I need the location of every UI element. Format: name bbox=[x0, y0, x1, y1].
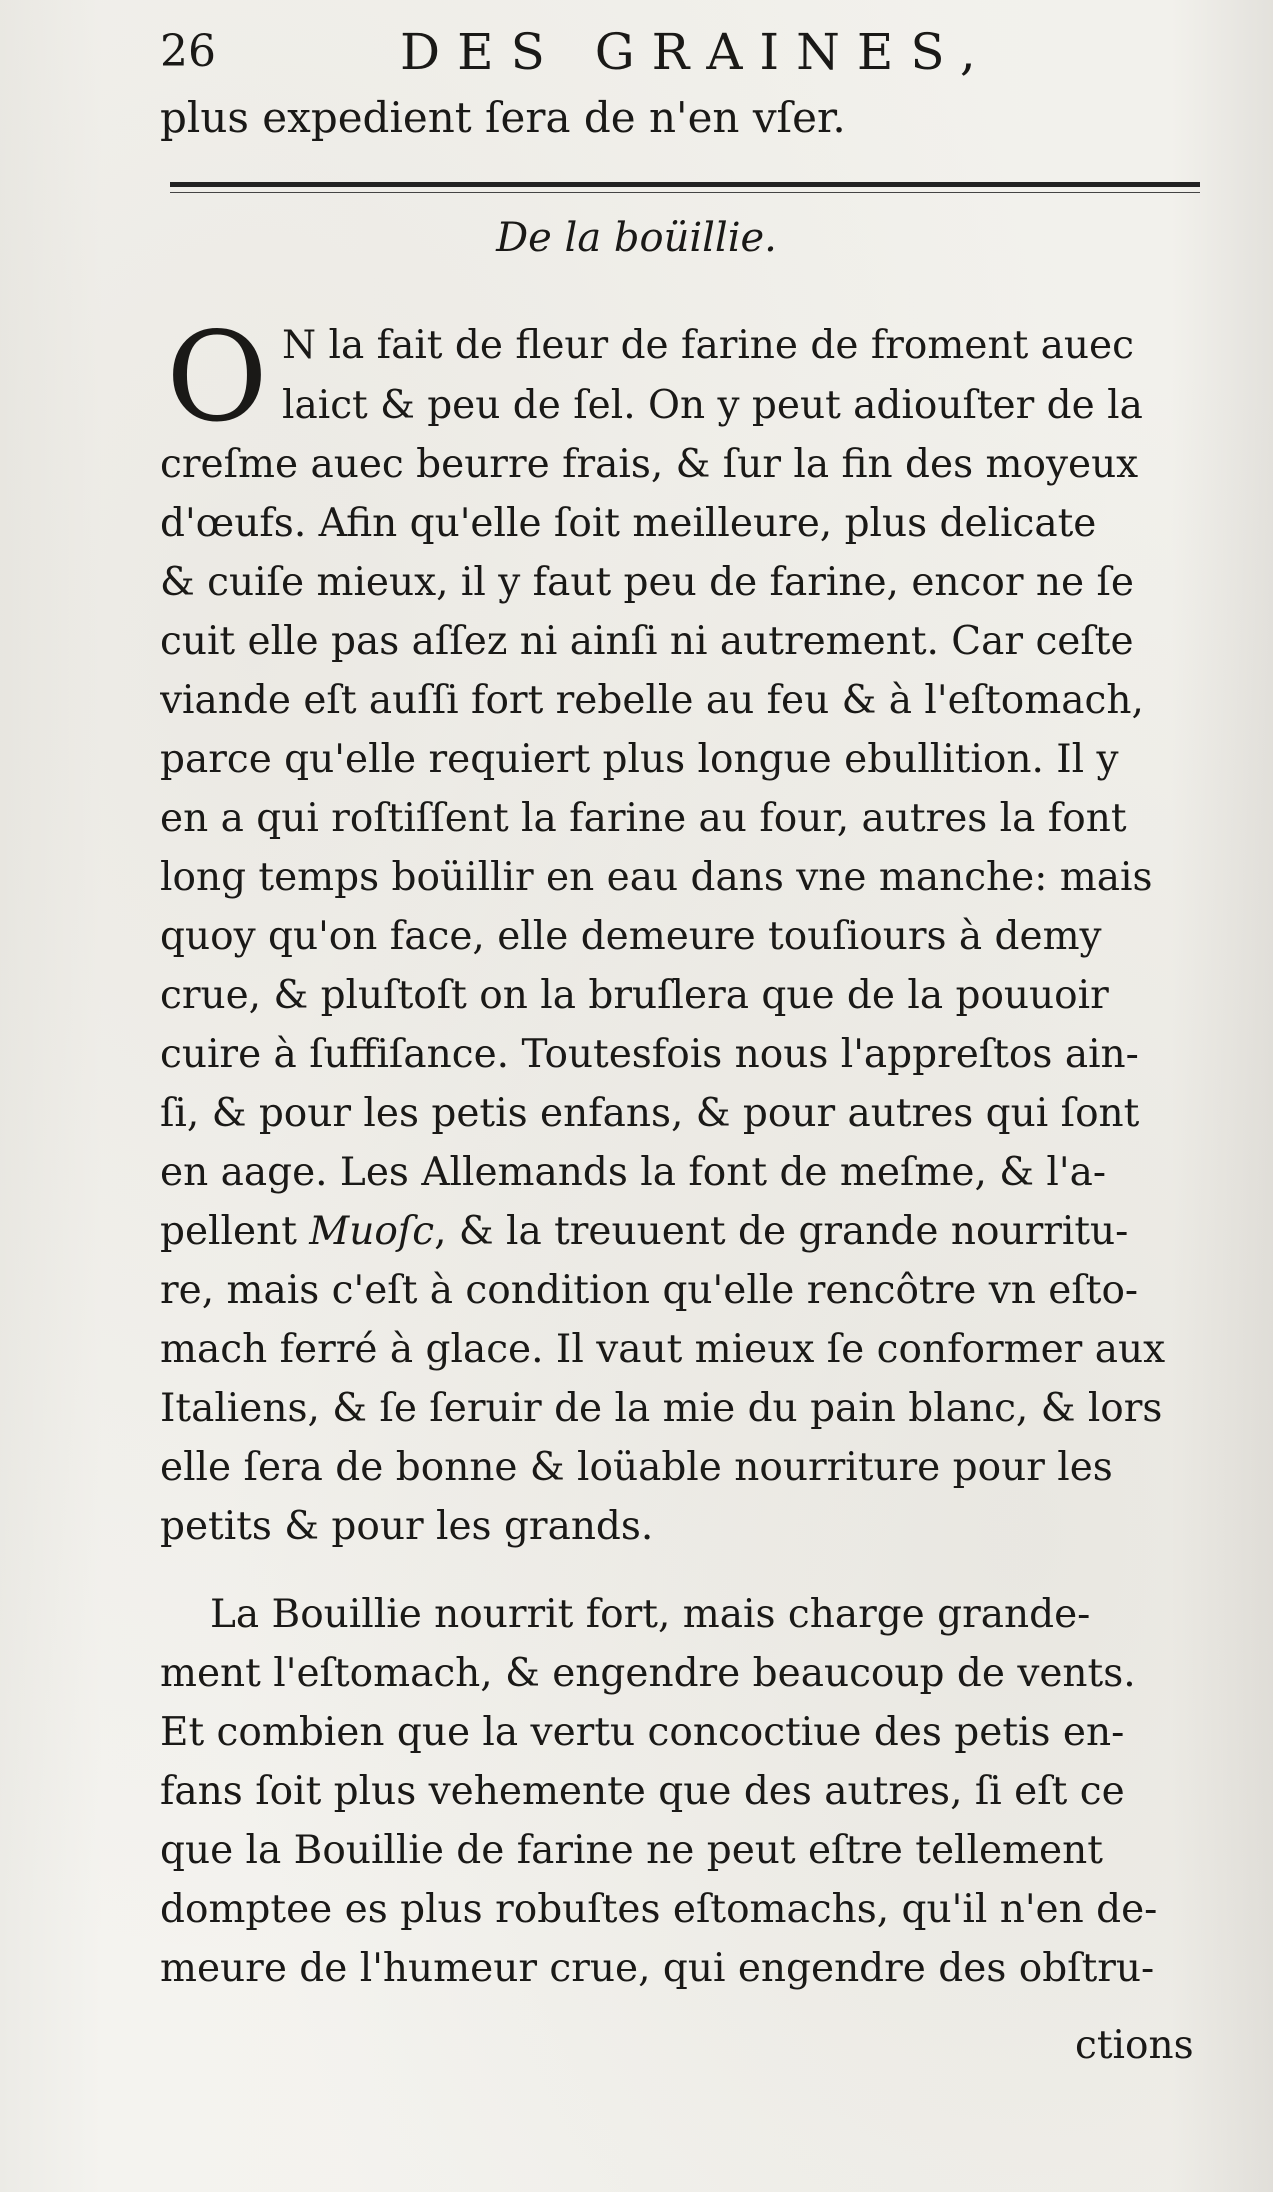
text-line: Et combien que la vertu concoctiue des petis en- bbox=[160, 1710, 1125, 1755]
running-title: DES GRAINES, bbox=[400, 23, 993, 81]
text-fragment: , & la treuuent de grande nourritu- bbox=[434, 1209, 1129, 1254]
italic-term: Muoſc bbox=[309, 1209, 435, 1254]
text-line: laict & peu de ſel. On y peut adiouſter de la bbox=[282, 383, 1143, 428]
text-line: ſi, & pour les petis enfans, & pour autres qui ſont bbox=[160, 1091, 1140, 1136]
text-line: meure de l'humeur crue, qui engendre des obſtru- bbox=[160, 1946, 1155, 1991]
carry-over-line: plus expedient ſera de n'en vſer. bbox=[160, 93, 846, 142]
text-line: viande eſt auſſi fort rebelle au feu & à l'eſtomach, bbox=[160, 678, 1144, 723]
text-line: crue, & pluſtoſt on la bruſlera que de la pouuoir bbox=[160, 973, 1109, 1018]
page-number: 26 bbox=[160, 26, 216, 77]
section-title: De la boüillie. bbox=[496, 215, 777, 261]
text-line: cuire à ſuffiſance. Toutesfois nous l'appreſtos ain- bbox=[160, 1032, 1139, 1077]
text-line: petits & pour les grands. bbox=[160, 1504, 654, 1549]
page-header bbox=[160, 22, 1210, 82]
section-divider bbox=[170, 182, 1200, 187]
text-line: N la fait de fleur de farine de froment auec bbox=[282, 323, 1134, 368]
text-line: parce qu'elle requiert plus longue ebullition. Il y bbox=[160, 737, 1119, 782]
text-line bbox=[160, 1204, 1220, 1260]
catchword: ctions bbox=[1075, 2023, 1194, 2068]
text-line: d'œufs. Afin qu'elle ſoit meilleure, plus delicate bbox=[160, 501, 1097, 546]
text-line: mach ferré à glace. Il vaut mieux ſe conformer aux bbox=[160, 1327, 1166, 1372]
text-fragment: pellent bbox=[160, 1209, 310, 1254]
text-line: creſme auec beurre frais, & ſur la fin des moyeux bbox=[160, 442, 1139, 487]
text-line: La Bouillie nourrit fort, mais charge grande- bbox=[210, 1592, 1091, 1637]
text-line: re, mais c'eſt à condition qu'elle rencôtre vn eſto- bbox=[160, 1268, 1139, 1313]
text-line: ment l'eſtomach, & engendre beaucoup de vents. bbox=[160, 1651, 1136, 1696]
text-line: cuit elle pas aſſez ni ainſi ni autrement. Car ceſte bbox=[160, 619, 1134, 664]
drop-cap: O bbox=[166, 306, 268, 450]
text-line: en aage. Les Allemands la font de meſme, & l'a- bbox=[160, 1150, 1106, 1195]
text-line: fans ſoit plus vehemente que des autres, ſi eſt ce bbox=[160, 1769, 1125, 1814]
text-line: Italiens, & ſe ſeruir de la mie du pain blanc, & lors bbox=[160, 1386, 1163, 1431]
text-line: & cuiſe mieux, il y faut peu de farine, encor ne ſe bbox=[160, 560, 1135, 605]
text-line: quoy qu'on face, elle demeure touſiours à demy bbox=[160, 914, 1102, 959]
text-line: en a qui roſtiſſent la farine au four, autres la font bbox=[160, 796, 1127, 841]
section-divider-thin bbox=[170, 192, 1200, 193]
text-line: domptee es plus robuſtes eſtomachs, qu'il n'en de- bbox=[160, 1887, 1158, 1932]
text-line: long temps boüillir en eau dans vne manche: mais bbox=[160, 855, 1153, 900]
text-line: elle ſera de bonne & loüable nourriture pour les bbox=[160, 1445, 1113, 1490]
text-line: que la Bouillie de farine ne peut eſtre tellement bbox=[160, 1828, 1103, 1873]
